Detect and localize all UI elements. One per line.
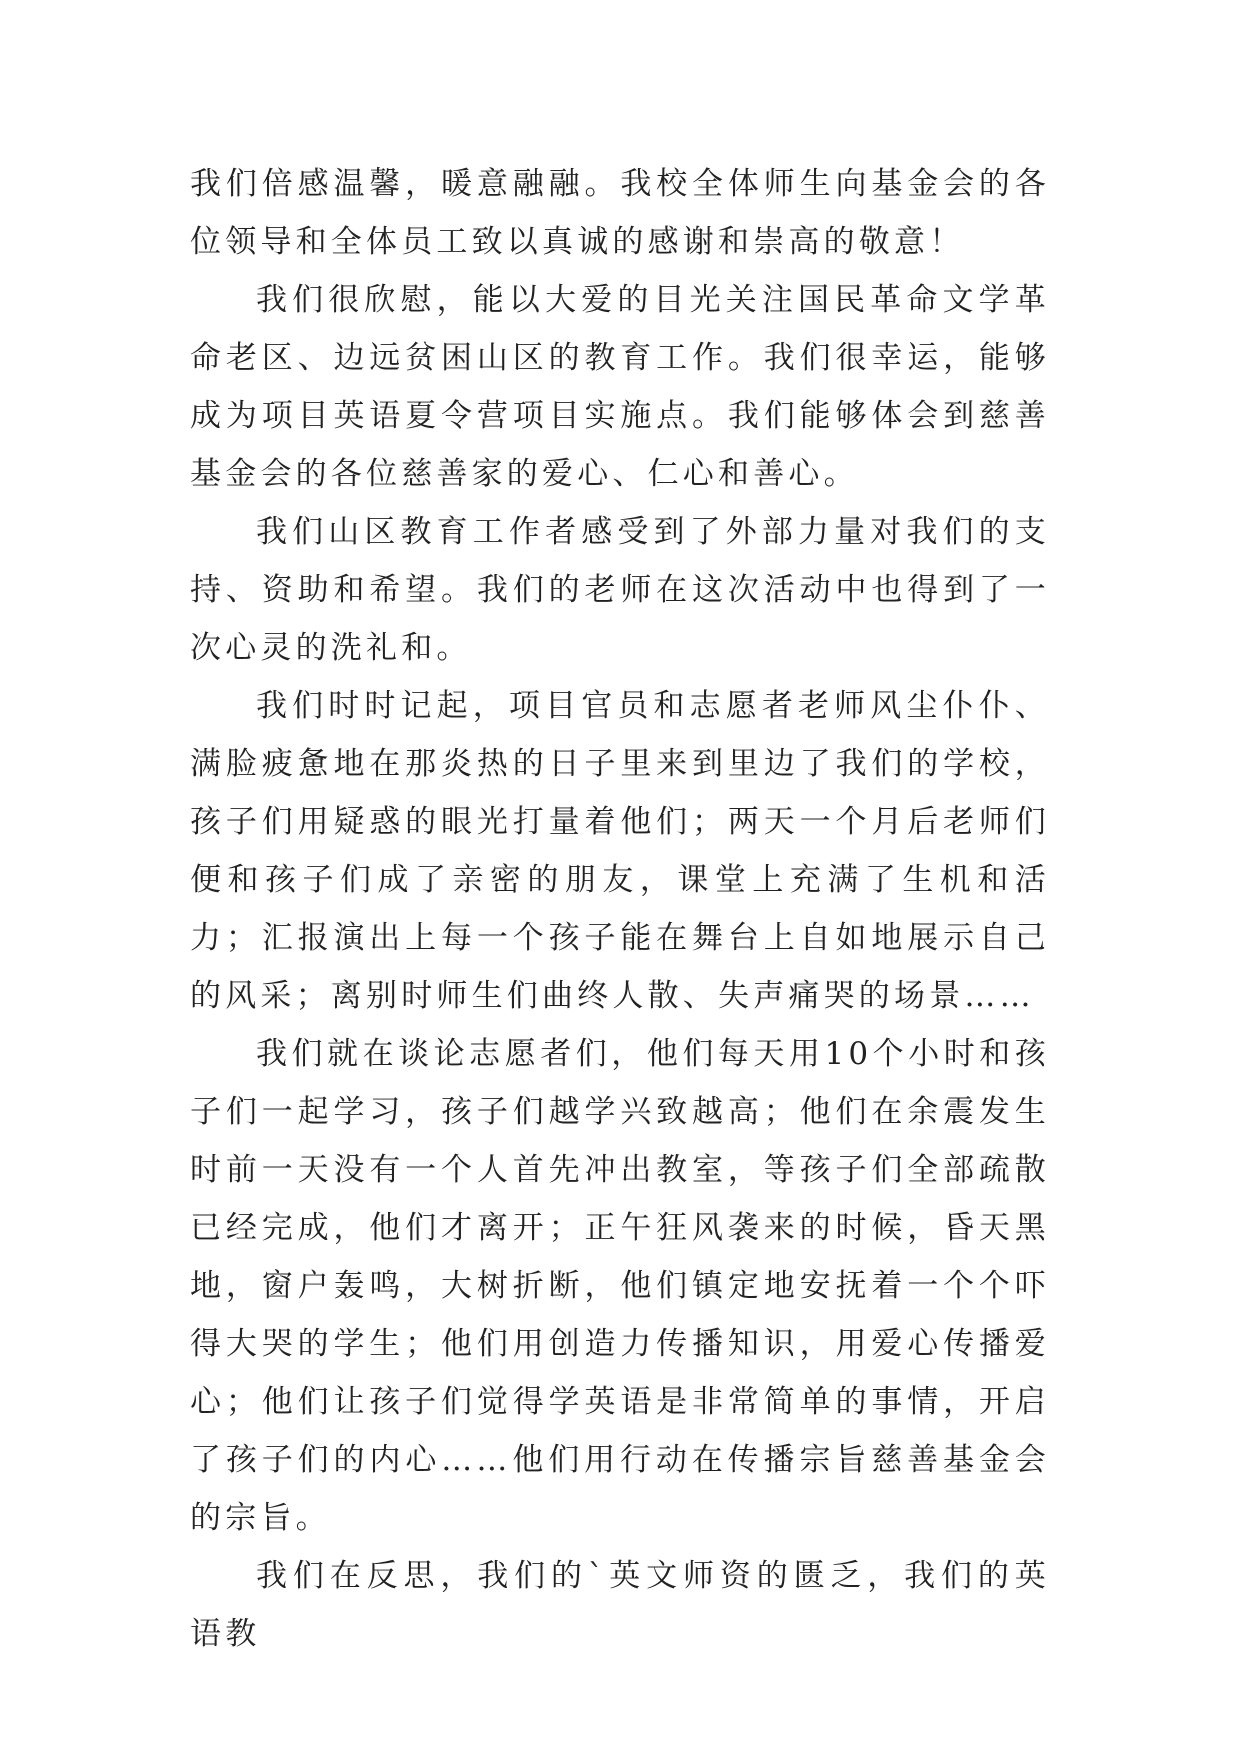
paragraph-volunteers: 我们就在谈论志愿者们，他们每天用10个小时和孩子们一起学习，孩子们越学兴致越高；他们在余震发生时前一天没有一个人首先冲出教室，等孩子们全部疏散已经完成，他们才离开；正午狂风袭来的时候，昏天黑地，窗户轰鸣，大树折断，他们镇定地安抚着一个个吓得大哭的学生；他们用创造力传播知识，用爱心传播爱心；他们让孩子们觉得学英语是非常简单的事情，开启了孩子们的内心……他们用行动在传播宗旨慈善基金会的宗旨。 bbox=[190, 1036, 1050, 1536]
document-body bbox=[190, 155, 1050, 1663]
paragraph-reflection: 我们在反思，我们的`英文师资的匮乏，我们的英语教 bbox=[190, 1558, 1050, 1652]
paragraph-gratitude: 我们很欣慰，能以大爱的目光关注国民革命文学革命老区、边远贫困山区的教育工作。我们很幸运，能够成为项目英语夏令营项目实施点。我们能够体会到慈善基金会的各位慈善家的爱心、仁心和善心。 bbox=[190, 282, 1050, 492]
paragraph-memories: 我们时时记起，项目官员和志愿者老师风尘仆仆、满脸疲惫地在那炎热的日子里来到里边了我们的学校，孩子们用疑惑的眼光打量着他们；两天一个月后老师们便和孩子们成了亲密的朋友，课堂上充满了生机和活力；汇报演出上每一个孩子能在舞台上自如地展示自己的风采；离别时师生们曲终人散、失声痛哭的场景…… bbox=[190, 688, 1050, 1014]
paragraph-support: 我们山区教育工作者感受到了外部力量对我们的支持、资助和希望。我们的老师在这次活动中也得到了一次心灵的洗礼和。 bbox=[190, 514, 1050, 666]
paragraph-continuation: 我们倍感温馨，暖意融融。我校全体师生向基金会的各位领导和全体员工致以真诚的感谢和崇高的敬意！ bbox=[190, 166, 1050, 260]
